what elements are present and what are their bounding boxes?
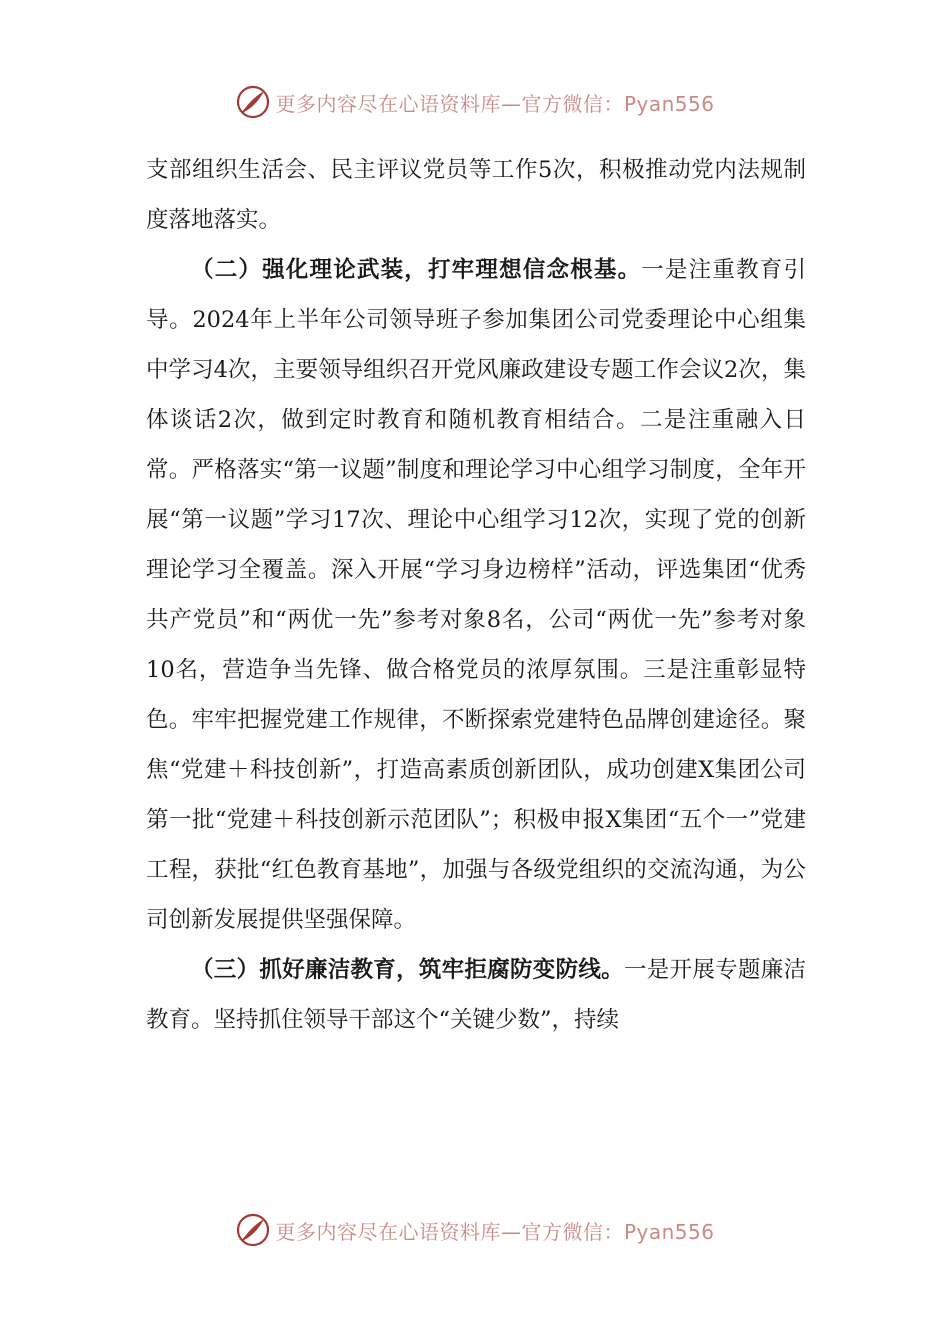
document-body [146,145,806,1045]
banner-text: 更多内容尽在心语资料库—官方微信：Pyan556 [275,1219,715,1244]
section-heading-3: （三）抓好廉洁教育，筑牢拒腐防变防线。 [191,957,624,983]
header-banner [0,80,950,124]
quill-logo-icon [235,1212,271,1248]
paragraph-3 [146,945,806,1045]
paragraph-3-body: 一是开展专题廉洁教育。坚持抓住领导干部这个“关键少数”，持续 [146,957,806,1033]
quill-logo-icon [235,84,271,120]
section-heading-2: （二）强化理论武装，打牢理想信念根基。 [191,257,642,283]
paragraph-2 [146,245,806,945]
banner-text: 更多内容尽在心语资料库—官方微信：Pyan556 [275,91,715,116]
paragraph-1: 支部组织生活会、民主评议党员等工作5次，积极推动党内法规制度落地落实。 [146,157,806,233]
footer-banner [0,1208,950,1252]
paragraph-2-body: 一是注重教育引导。2024年上半年公司领导班子参加集团公司党委理论中心组集中学习4次，主要领导组织召开党风廉政建设专题工作会议2次，集体谈话2次，做到定时教育和随机教育相结合。二是注重融入日常。严格落实“第一议题”制度和理论学习中心组学习制度，全年开展“第一议题”学习17次、理论中心组学习12次，实现了党的创新理论学习全覆盖。深入开展“学习身边榜样”活动，评选集团“优秀共产党员”和“两优一先”参考对象8名，公司“两优一先”参考对象10名，营造争当先锋、做合格党员的浓厚氛围。三是注重彰显特色。牢牢把握党建工作规律，不断探索党建特色品牌创建途径。聚焦“党建＋科技创新”，打造高素质创新团队，成功创建X集团公司第一批“党建＋科技创新示范团队”；积极申报X集团“五个一”党建工程，获批“红色教育基地”，加强与各级党组织的交流沟通，为公司创新发展提供坚强保障。 [146,257,806,933]
